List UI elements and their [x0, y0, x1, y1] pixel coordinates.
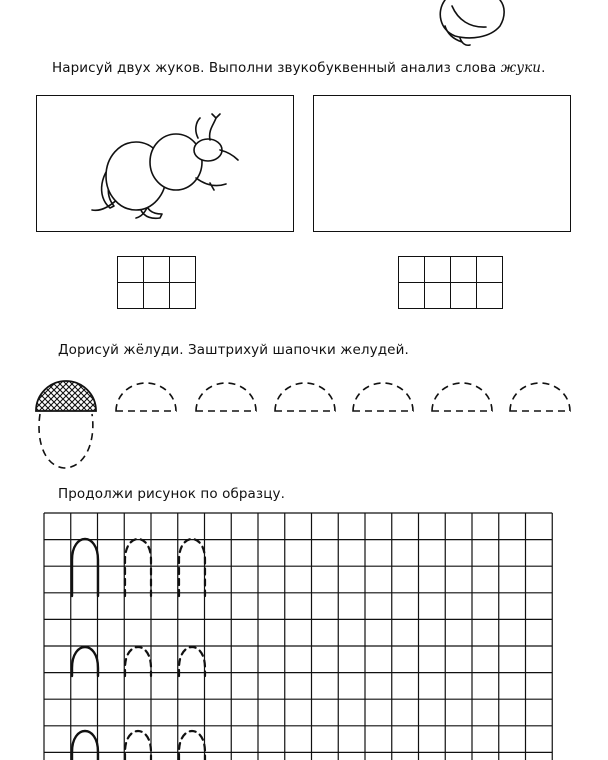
pattern-dashed-arch-1b [179, 539, 205, 596]
pattern-dashed-arch-2b [179, 647, 205, 676]
pattern-dashed-arch-3b [179, 731, 205, 760]
pattern-dashed-arch-2a [125, 647, 151, 676]
task-beetles-text: Нарисуй двух жуков. Выполни звукобуквенный анализ слова [52, 60, 501, 76]
pattern-dashed-arch-3a [125, 731, 151, 760]
task-pattern-instruction: Продолжи рисунок по образцу. [58, 486, 285, 502]
task-beetles-word: жуки [500, 60, 542, 76]
pattern-sample-arch-2 [72, 647, 98, 676]
task-acorns-instruction: Дорисуй жёлуди. Заштрихуй шапочки желудей. [58, 342, 409, 358]
pattern-dashed-arch-1a [125, 539, 151, 596]
pattern-sample-arch-3 [72, 731, 98, 760]
task-beetles-period: . [541, 60, 546, 76]
pattern-sample-arch-1 [72, 539, 98, 596]
